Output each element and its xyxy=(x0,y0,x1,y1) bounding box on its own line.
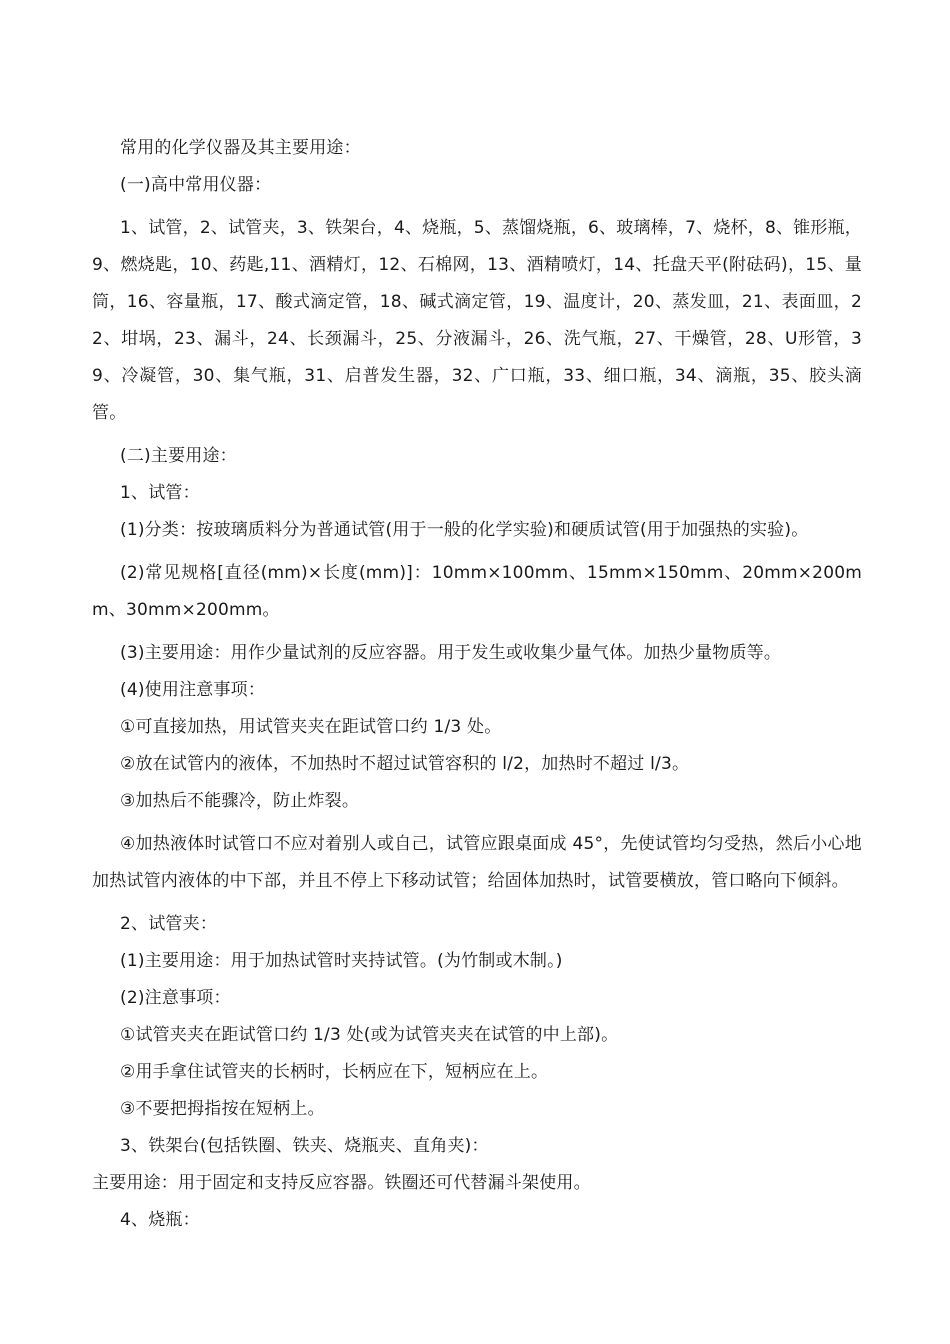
section2-heading: (二)主要用途： xyxy=(120,446,237,466)
item2-notes-heading: (2)注意事项： xyxy=(120,988,231,1008)
item1-note-2: ②放在试管内的液体，不加热时不超过试管容积的 l/2，加热时不超过 l/3。 xyxy=(120,754,690,774)
item1-heading: 1、试管： xyxy=(120,483,200,503)
item2-note-3: ③不要把拇指按在短柄上。 xyxy=(120,1099,325,1119)
item1-note-3: ③加热后不能骤冷，防止炸裂。 xyxy=(120,791,360,811)
section1-heading: (一)高中常用仪器： xyxy=(120,175,272,195)
item2-note-2: ②用手拿住试管夹的长柄时，长柄应在下，短柄应在上。 xyxy=(120,1062,549,1082)
item3-heading: 3、铁架台(包括铁圈、铁夹、烧瓶夹、直角夹)： xyxy=(120,1136,489,1156)
item4-heading: 4、烧瓶： xyxy=(120,1210,200,1230)
item2-heading: 2、试管夹： xyxy=(120,914,218,934)
item2-note-1: ①试管夹夹在距试管口约 1/3 处(或为试管夹夹在试管的中上部)。 xyxy=(120,1025,619,1045)
item1-specification: (2)常见规格[直径(mm)×长度(mm)]：10mm×100mm、15mm×150mm、20mm×200mm、30mm×200mm。 xyxy=(92,563,862,620)
item1-classification: (1)分类：按玻璃质料分为普通试管(用于一般的化学实验)和硬质试管(用于加强热的实验)。 xyxy=(120,520,809,540)
item1-note-4: ④加热液体时试管口不应对着别人或自己，试管应跟桌面成 45°，先使试管均匀受热，然后小心地加热试管内液体的中下部，并且不停上下移动试管；给固体加热时，试管要横放，管口略向下倾斜。 xyxy=(92,834,862,891)
document-title: 常用的化学仪器及其主要用途： xyxy=(120,138,361,158)
section1-list: 1、试管，2、试管夹，3、铁架台，4、烧瓶，5、蒸馏烧瓶，6、玻璃棒，7、烧杯，8、锥形瓶，9、燃烧匙，10、药匙,11、酒精灯，12、石棉网，13、酒精喷灯，14、托盘天平(附砝码)，15、量筒，16、容量瓶，17、酸式滴定管，18、碱式滴定管，19、温度计，20、蒸发皿，21、表面皿，22、坩埚，23、漏斗，24、长颈漏斗，25、分液漏斗，26、洗气瓶，27、干燥管，28、U形管，39、冷凝管，30、集气瓶，31、启普发生器，32、广口瓶，33、细口瓶，34、滴瓶，35、胶头滴管。 xyxy=(92,218,862,423)
item1-usage: (3)主要用途：用作少量试剂的反应容器。用于发生或收集少量气体。加热少量物质等。 xyxy=(120,643,782,663)
item2-usage: (1)主要用途：用于加热试管时夹持试管。(为竹制或木制。) xyxy=(120,951,563,971)
item1-notes-heading: (4)使用注意事项： xyxy=(120,680,266,700)
item1-note-1: ①可直接加热，用试管夹夹在距试管口约 1/3 处。 xyxy=(120,717,502,737)
item3-usage: 主要用途：用于固定和支持反应容器。铁圈还可代替漏斗架使用。 xyxy=(92,1173,591,1193)
